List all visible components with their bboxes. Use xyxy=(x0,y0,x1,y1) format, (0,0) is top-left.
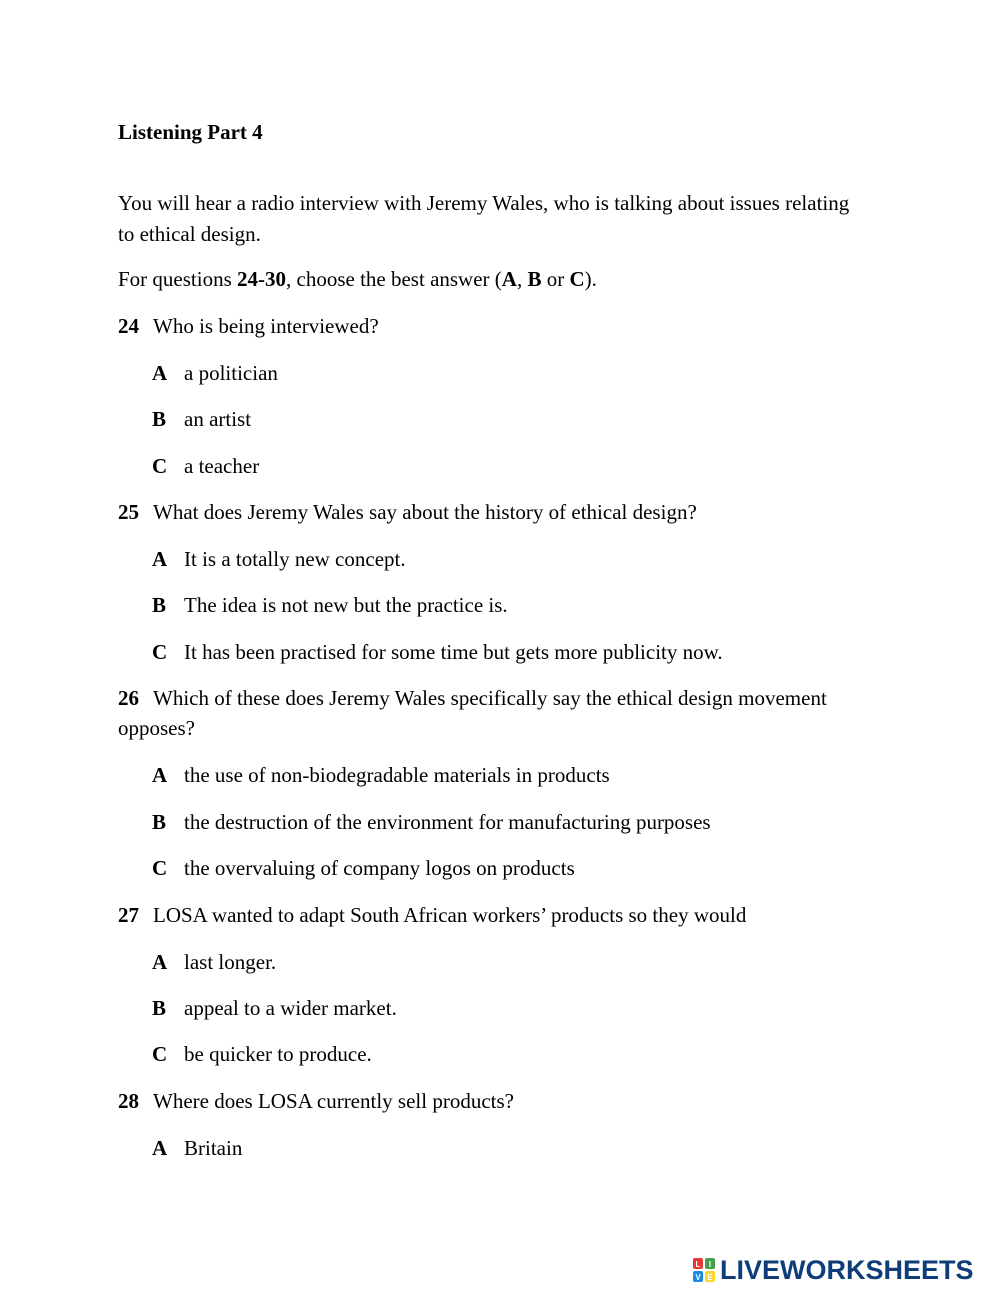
instruction-line xyxy=(118,265,597,293)
instruction-range: 24-30 xyxy=(237,267,287,291)
question-number: 27 xyxy=(118,903,139,927)
question-text: Who is being interviewed? xyxy=(153,314,379,338)
option-text: be quicker to produce. xyxy=(184,1042,372,1066)
option-text: a teacher xyxy=(184,454,260,478)
option-text: Britain xyxy=(184,1136,243,1160)
option-25-a[interactable] xyxy=(152,545,406,573)
question-28 xyxy=(118,1086,838,1116)
option-25-c[interactable] xyxy=(152,638,723,666)
question-text: What does Jeremy Wales say about the history of ethical design? xyxy=(153,500,697,524)
option-text: The idea is not new but the practice is. xyxy=(184,593,508,617)
option-26-a[interactable] xyxy=(152,761,610,789)
option-letter: C xyxy=(152,454,168,478)
question-number: 28 xyxy=(118,1089,139,1113)
option-letter: B xyxy=(152,407,167,431)
option-letter: A xyxy=(152,1136,168,1160)
instruction-text: ). xyxy=(584,267,597,291)
option-letter: B xyxy=(152,996,167,1020)
instruction-text: For questions xyxy=(118,267,238,291)
liveworksheets-logo-text: LIVEWORKSHEETS xyxy=(720,1255,974,1285)
option-26-b[interactable] xyxy=(152,808,711,836)
liveworksheets-logo[interactable] xyxy=(692,1254,974,1286)
instruction-text: , xyxy=(516,267,528,291)
question-27 xyxy=(118,900,838,930)
option-text: a politician xyxy=(184,361,278,385)
option-24-c[interactable] xyxy=(152,452,259,480)
option-text: an artist xyxy=(184,407,252,431)
option-letter: A xyxy=(152,547,168,571)
option-letter: C xyxy=(152,640,168,664)
svg-text:I: I xyxy=(708,1260,712,1269)
instruction-letter-a: A xyxy=(501,267,517,291)
option-28-a[interactable] xyxy=(152,1134,242,1162)
option-27-a[interactable] xyxy=(152,948,276,976)
option-text: It has been practised for some time but gets more publicity now. xyxy=(184,640,723,664)
option-27-b[interactable] xyxy=(152,994,397,1022)
instruction-letter-c: C xyxy=(569,267,585,291)
option-letter: B xyxy=(152,810,167,834)
option-25-b[interactable] xyxy=(152,591,508,619)
question-number: 24 xyxy=(118,314,139,338)
option-text: the destruction of the environment for manufacturing purposes xyxy=(184,810,711,834)
question-25 xyxy=(118,497,838,527)
option-letter: A xyxy=(152,763,168,787)
question-text: LOSA wanted to adapt South African workers’ products so they would xyxy=(153,903,747,927)
svg-text:V: V xyxy=(695,1273,701,1282)
liveworksheets-logo-icon xyxy=(692,1257,716,1283)
option-24-b[interactable] xyxy=(152,405,251,433)
instruction-text: , choose the best answer ( xyxy=(286,267,502,291)
option-text: appeal to a wider market. xyxy=(184,996,397,1020)
option-text: the use of non-biodegradable materials in products xyxy=(184,763,610,787)
instruction-letter-b: B xyxy=(527,267,542,291)
option-letter: C xyxy=(152,1042,168,1066)
question-26 xyxy=(118,683,838,743)
option-text: the overvaluing of company logos on products xyxy=(184,856,575,880)
option-letter: B xyxy=(152,593,167,617)
option-text: last longer. xyxy=(184,950,277,974)
svg-text:E: E xyxy=(707,1273,713,1282)
question-text: Where does LOSA currently sell products? xyxy=(153,1089,514,1113)
option-text: It is a totally new concept. xyxy=(184,547,406,571)
question-number: 26 xyxy=(118,686,139,710)
question-text: Which of these does Jeremy Wales specifically say the ethical design movement opposes? xyxy=(118,686,827,740)
page-title: Listening Part 4 xyxy=(118,120,263,144)
option-letter: A xyxy=(152,950,168,974)
question-number: 25 xyxy=(118,500,139,524)
option-27-c[interactable] xyxy=(152,1040,372,1068)
option-letter: A xyxy=(152,361,168,385)
option-24-a[interactable] xyxy=(152,359,278,387)
svg-text:L: L xyxy=(695,1260,701,1269)
intro-paragraph: You will hear a radio interview with Jeremy Wales, who is talking about issues relating to ethical design. xyxy=(118,191,850,246)
option-26-c[interactable] xyxy=(152,854,575,882)
instruction-text: or xyxy=(541,267,570,291)
question-24 xyxy=(118,311,838,341)
option-letter: C xyxy=(152,856,168,880)
